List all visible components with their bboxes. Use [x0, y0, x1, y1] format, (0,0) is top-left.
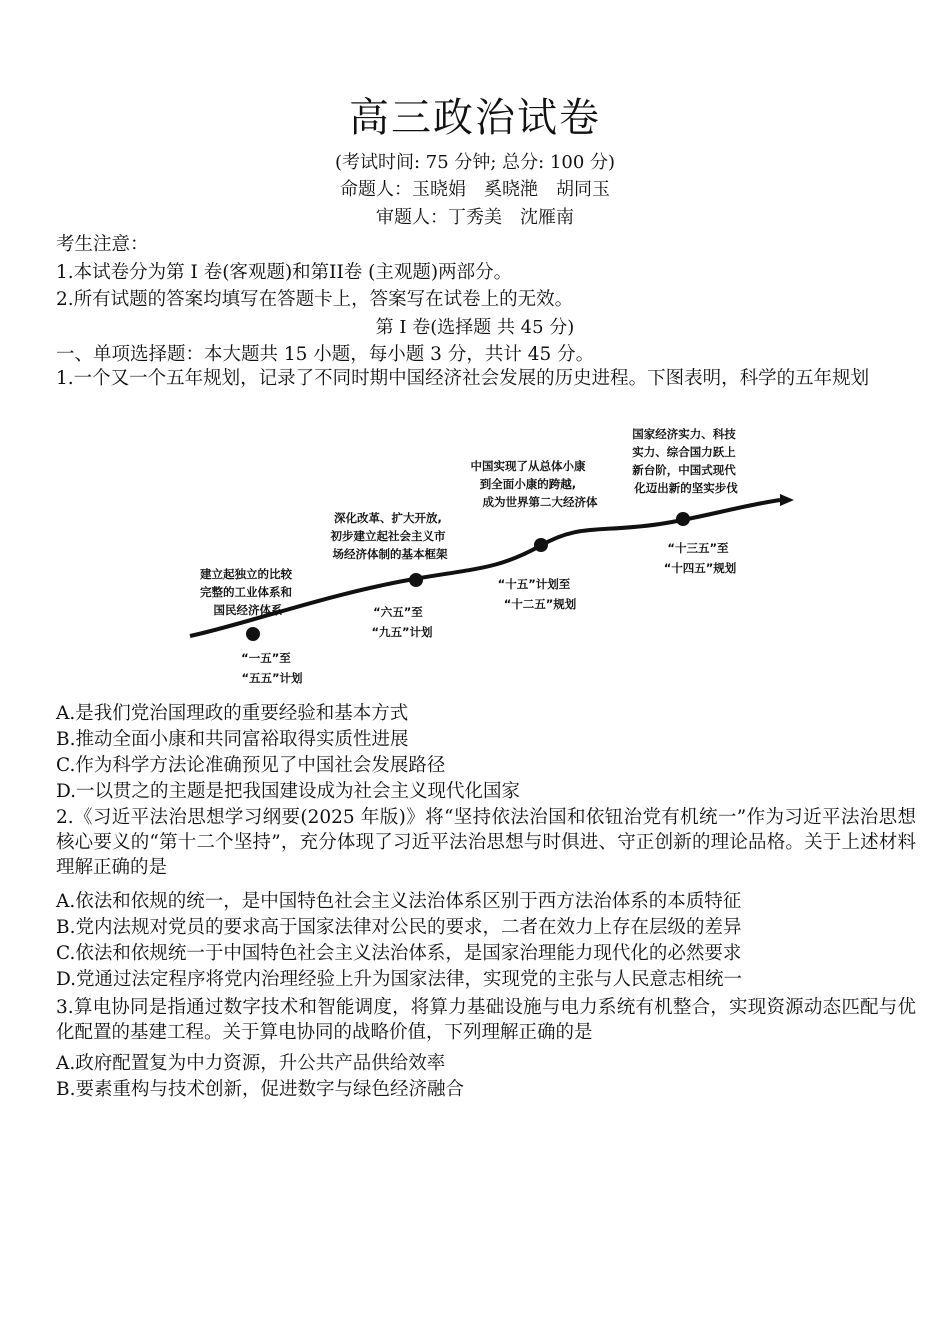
stage-text-line: 到全面小康的跨越,	[479, 477, 577, 491]
stage-period-line: “十五”计划至	[497, 577, 571, 591]
question-option: A.是我们党治国理政的重要经验和基本方式	[56, 703, 409, 724]
exam-title: 高三政治试卷	[349, 95, 601, 141]
stage-text-line: 实力、综合国力跃上	[632, 445, 736, 459]
stage-marker	[409, 573, 423, 587]
stage-text-line: 中国实现了从总体小康	[470, 459, 586, 473]
stage-marker	[534, 538, 548, 552]
stage-text-line: 成为世界第二大经济体	[482, 495, 598, 509]
question-1-stem: 1.一个又一个五年规划，记录了不同时期中国经济社会发展的历史进程。下图表明，科学的五年规划	[56, 368, 870, 389]
stage-marker	[246, 627, 260, 641]
stage-text-line: 场经济体制的基本框架	[332, 547, 448, 561]
stage-4-text	[632, 427, 740, 495]
stage-period-line: “十三五”至	[667, 541, 729, 555]
stage-text-line: 国家经济实力、科技	[632, 427, 736, 441]
stage-text-line: 新台阶，中国式现代	[632, 463, 736, 477]
stage-period-line: “十二五”规划	[503, 597, 577, 611]
notice-heading: 考生注意：	[56, 234, 149, 255]
question-option: B.要素重构与技术创新，促进数字与绿色经济融合	[56, 1079, 464, 1100]
stage-1-period	[241, 651, 303, 685]
stage-2-period	[371, 605, 433, 639]
section-instruction: 一、单项选择题：本大题共 15 小题，每小题 3 分，共计 45 分。	[56, 344, 595, 365]
stage-period-line: “六五”至	[373, 605, 423, 619]
five-year-plan-diagram	[180, 418, 800, 696]
question-option: D.党通过法定程序将党内治理经验上升为国家法律，实现党的主张与人民意志相统一	[56, 969, 743, 990]
stage-3-period	[498, 577, 577, 611]
stage-1-text	[200, 567, 296, 617]
stage-text-line: 深化改革、扩大开放,	[334, 511, 442, 525]
question-option: D.一以贯之的主题是把我国建设成为社会主义现代化国家	[56, 781, 521, 802]
question-option: C.依法和依规统一于中国特色社会主义法治体系，是国家治理能力现代化的必然要求	[56, 943, 742, 964]
stage-period-line: “九五”计划	[371, 625, 433, 639]
stage-period-line: “五五”计划	[241, 671, 303, 685]
stage-text-line: 完整的工业体系和	[199, 585, 292, 599]
question-option: B.党内法规对党员的要求高于国家法律对公民的要求，二者在效力上存在层级的差异	[56, 917, 742, 938]
stage-period-line: “十四五”规划	[663, 561, 737, 575]
authors-line: 命题人：玉晓娟 奚晓滟 胡同玉	[340, 179, 610, 200]
question-2-stem: 2.《习近平法治思想学习纲要(2025 年版)》将“坚持依法治国和依钮治党有机统一”作为习近平法治思想核心要义的“第十二个坚持”，充分体现了习近平法治思想与时俱进、守正创新的理论品格。关于上述材料理解正确的是	[56, 807, 916, 878]
stage-text-line: 化迈出新的坚实步伐	[634, 481, 738, 495]
section-title: 第 I 卷(选择题 共 45 分)	[375, 317, 575, 338]
question-option: A.依法和依规的统一，是中国特色社会主义法治体系区别于西方法治体系的本质特征	[56, 891, 742, 912]
stage-3-text	[470, 459, 598, 509]
question-option: B.推动全面小康和共同富裕取得实质性进展	[56, 729, 409, 750]
question-3-stem: 3.算电协同是指通过数字技术和智能调度，将算力基础设施与电力系统有机整合，实现资源动态匹配与优化配置的基建工程。关于算电协同的战略价值，下列理解正确的是	[56, 997, 916, 1043]
reviewers-line: 审题人：丁秀美 沈雁南	[376, 207, 574, 228]
five-year-plan-figure	[180, 418, 800, 696]
stage-marker	[676, 512, 690, 526]
question-option: A.政府配置复为中力资源，升公共产品供给效率	[56, 1053, 446, 1074]
exam-info: (考试时间: 75 分钟; 总分: 100 分)	[334, 152, 616, 173]
stage-text-line: 初步建立起社会主义市	[330, 529, 446, 543]
question-option: C.作为科学方法论准确预见了中国社会发展路径	[56, 755, 446, 776]
arrow-head	[780, 494, 794, 506]
stage-4-period	[664, 541, 737, 575]
stage-period-line: “一五”至	[241, 651, 291, 665]
notice-item: 2.所有试题的答案均填写在答题卡上，答案写在试卷上的无效。	[56, 289, 574, 310]
notice-item: 1.本试卷分为第 I 卷(客观题)和第II卷 (主观题)两部分。	[56, 262, 513, 283]
stage-2-text	[329, 511, 449, 561]
stage-text-line: 国民经济体系	[213, 603, 283, 617]
stage-text-line: 建立起独立的比较	[199, 567, 292, 581]
